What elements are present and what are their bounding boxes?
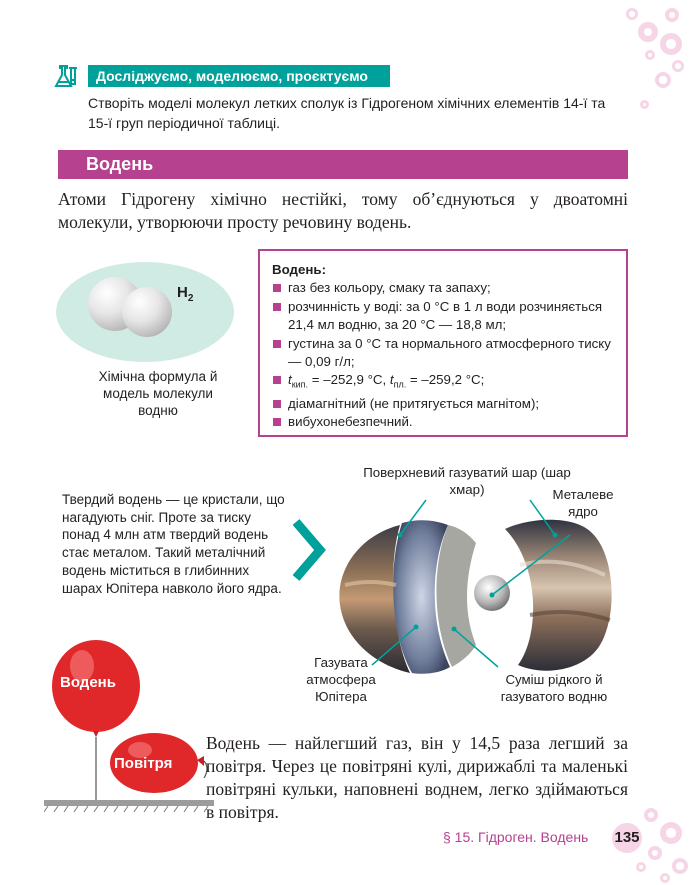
molecule-caption: Хімічна формула й модель молекули водню — [98, 369, 218, 418]
jupiter-cutaway-illustration — [330, 495, 630, 680]
decor-circle — [648, 846, 662, 860]
intro-paragraph: Атоми Гідрогену хімічно нестійкі, тому об’єднуються у двоатомні молекули, утворюючи просту речовину водень. — [58, 189, 628, 232]
label-atmosphere: Газувата атмосфера Юпітера — [306, 655, 376, 704]
properties-title: Водень: — [272, 262, 327, 277]
research-text: Створіть моделі молекул летких сполук із Гідрогеном хімічних елементів 14-ї та 15-ї груп періодичної таблиці. — [88, 95, 606, 131]
footer-section-ref: § 15. Гідроген. Водень — [443, 829, 589, 845]
solid-hydrogen-text: Твердий водень — це кристали, що нагадують сніг. Проте за тиску понад 4 млн атм твердий водень стає металом. Такий металічний водень міститься в глибинних шарах Юпітера навколо його ядра. — [62, 492, 285, 596]
property-item: розчинність у воді: за 0 °C в 1 л води розчиняється 21,4 мл водню, за 20 °C — 18,8 мл; — [272, 298, 616, 335]
decor-circle — [645, 50, 655, 60]
bottom-paragraph: Водень — найлегший газ, він у 14,5 раза легший за повітря. Через це повітряні кулі, дирижаблі та маленькі повітряні кульки, наповнені воднем, легко здіймаються в повітря. — [206, 733, 628, 822]
section-title: Водень — [58, 150, 628, 179]
label-metal-core: Металеве ядро — [552, 487, 614, 519]
properties-box — [258, 249, 628, 437]
decor-circle — [665, 8, 679, 22]
decor-circle — [660, 33, 682, 55]
balloons-illustration — [44, 640, 214, 815]
property-item: діамагнітний (не притягується магнітом); — [272, 395, 616, 413]
property-item-temperatures: $t_{кип.} = -252,9$ °C, $t_{пл.} = -259,2$ °C; — [272, 371, 616, 394]
label-surface-layer: Поверхневий газуватий шар (шар хмар) — [363, 465, 571, 497]
property-item: вибухонебезпечний. — [272, 413, 616, 431]
decor-circle — [640, 100, 649, 109]
balloon-label-hydrogen: Водень — [60, 674, 116, 691]
property-item: газ без кольору, смаку та запаху; — [272, 279, 616, 297]
decor-circle — [672, 858, 688, 874]
molecule-formula: $H_2$ — [177, 284, 194, 304]
decor-circle — [655, 72, 671, 88]
research-heading: Досліджуємо, моделюємо, проєктуємо — [88, 65, 390, 87]
decor-circle — [644, 808, 658, 822]
jupiter-right-shell — [505, 520, 612, 671]
lab-flask-icon — [52, 62, 80, 90]
decor-circle — [660, 873, 670, 883]
property-item: густина за 0 °C та нормального атмосферного тиску — 0,09 г/л; — [272, 335, 616, 372]
decor-circle — [626, 8, 638, 20]
label-mixture: Суміш рідкого й газуватого водню — [500, 672, 608, 704]
hydrogen-atom-2 — [122, 287, 172, 337]
chevron-right-icon — [292, 518, 326, 582]
jupiter-mixture-layer — [436, 525, 476, 667]
decor-circle — [638, 22, 658, 42]
decor-circle — [636, 862, 646, 872]
balloon-label-air: Повітря — [114, 755, 173, 772]
page-number: 135 — [612, 823, 642, 853]
decor-circle — [672, 60, 684, 72]
decor-circle — [660, 822, 682, 844]
